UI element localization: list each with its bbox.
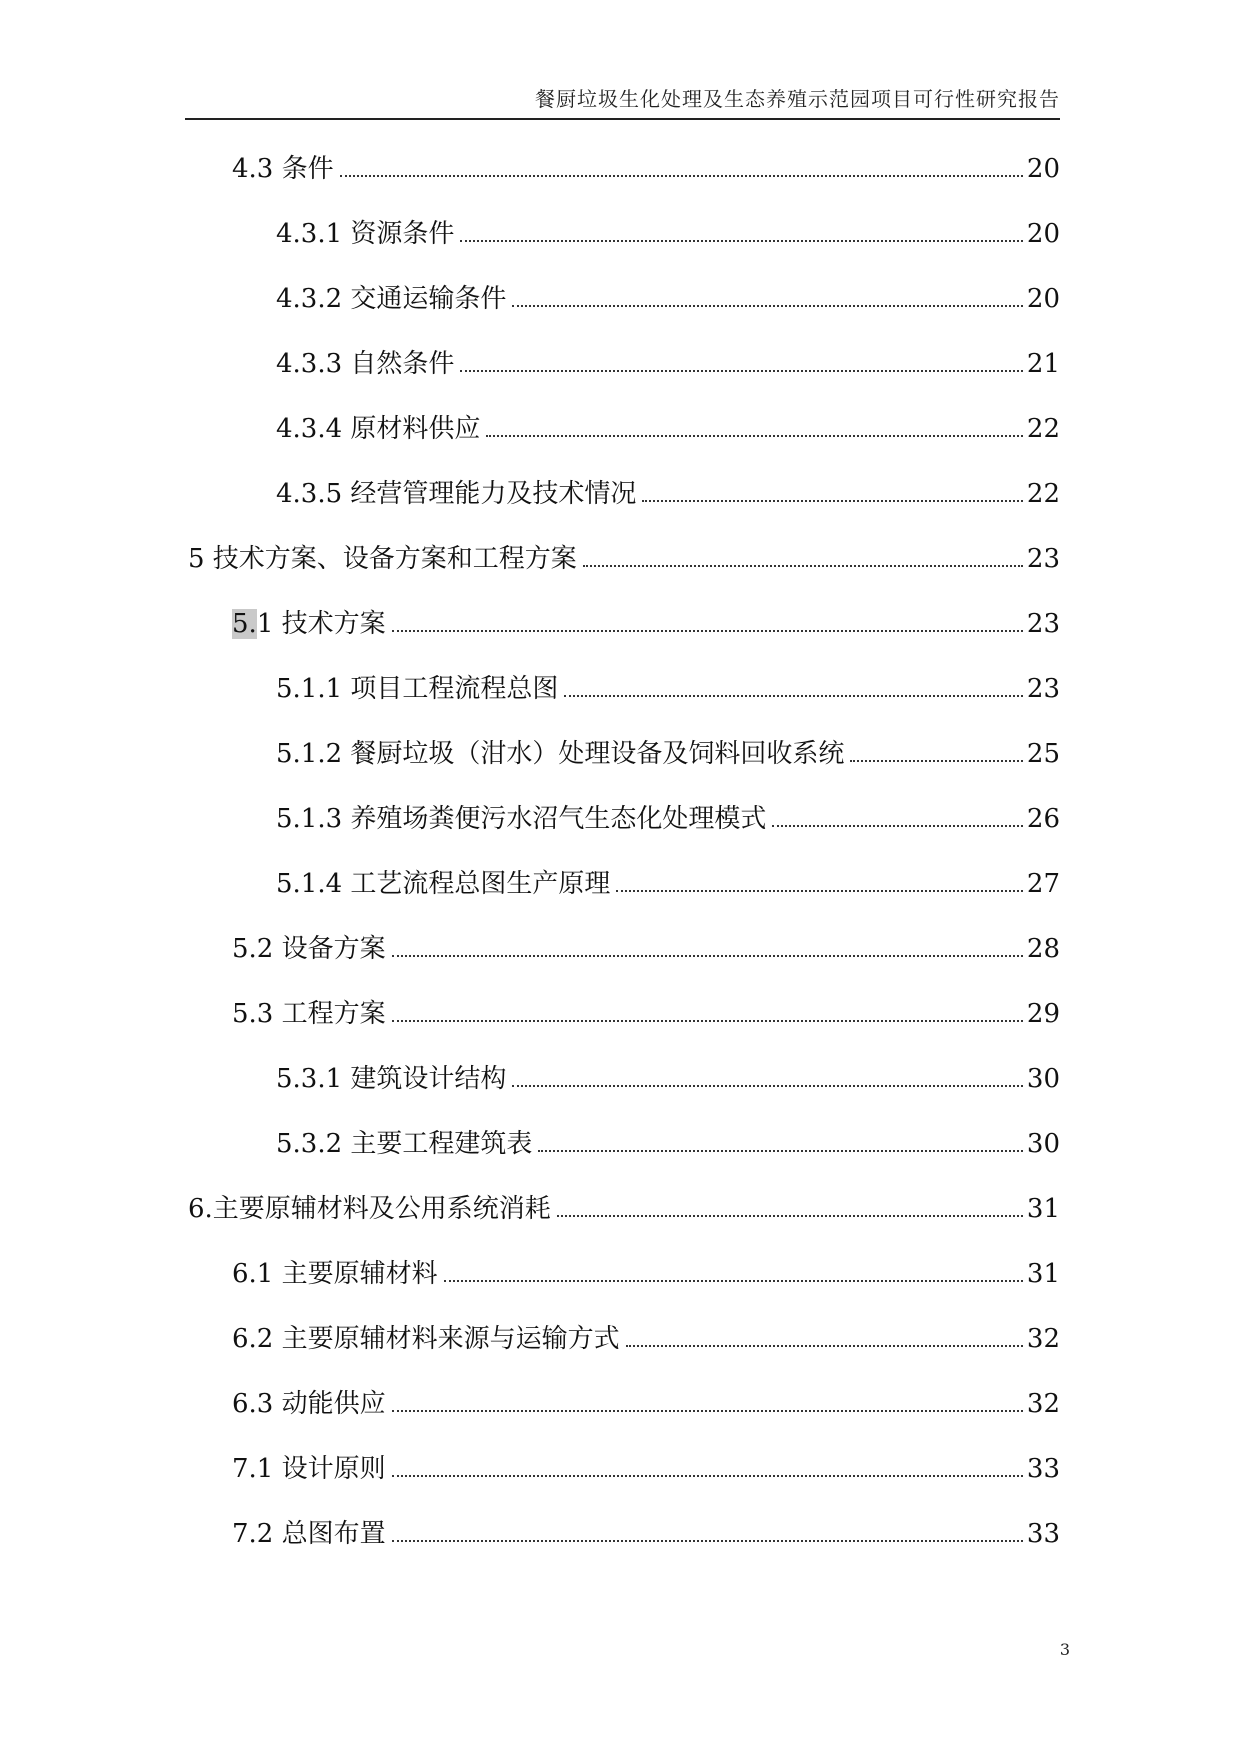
page-number: 3	[1059, 1640, 1070, 1659]
toc-dot-leader	[460, 240, 1022, 242]
toc-entry[interactable]	[232, 1381, 1060, 1421]
toc-entry-label: 5.1.3 养殖场粪便污水沼气生态化处理模式	[276, 804, 767, 834]
toc-dot-leader	[486, 435, 1022, 437]
toc-entry[interactable]	[232, 1511, 1060, 1551]
toc-entry-label-rest: 1 技术方案	[256, 609, 386, 639]
toc-entry-label: 5.3.2 主要工程建筑表	[276, 1129, 533, 1159]
toc-dot-leader	[512, 305, 1022, 307]
toc-entry-label: 5 技术方案、设备方案和工程方案	[188, 544, 577, 574]
text-selection-highlight: 5.	[232, 609, 257, 639]
toc-entry-page: 22	[1026, 479, 1060, 509]
toc-entry-page: 23	[1026, 609, 1060, 639]
toc-entry[interactable]	[276, 1121, 1060, 1161]
toc-entry[interactable]	[276, 731, 1060, 771]
toc-entry-label: 4.3.4 原材料供应	[276, 414, 481, 444]
toc-entry-page: 33	[1026, 1454, 1060, 1484]
toc-entry-page: 23	[1026, 544, 1060, 574]
toc-entry[interactable]	[276, 341, 1060, 381]
toc-entry-page: 32	[1026, 1324, 1060, 1354]
toc-entry-label: 5.1.1 项目工程流程总图	[276, 674, 559, 704]
toc-entry-label: 5.2 设备方案	[232, 934, 386, 964]
toc-dot-leader	[392, 1020, 1023, 1022]
toc-entry-page: 26	[1026, 804, 1060, 834]
toc-entry-label: 6.3 动能供应	[232, 1389, 386, 1419]
toc-dot-leader	[392, 630, 1023, 632]
toc-entry-page: 20	[1026, 284, 1060, 314]
toc-entry-label: 7.2 总图布置	[232, 1519, 386, 1549]
toc-entry-page: 31	[1026, 1259, 1060, 1289]
toc-entry[interactable]	[232, 1446, 1060, 1486]
toc-entry-page: 23	[1026, 674, 1060, 704]
toc-entry[interactable]	[276, 1056, 1060, 1096]
toc-dot-leader	[772, 825, 1022, 827]
toc-entry-page: 32	[1026, 1389, 1060, 1419]
toc-dot-leader	[564, 695, 1022, 697]
toc-dot-leader	[392, 1410, 1023, 1412]
toc-entry-page: 25	[1026, 739, 1060, 769]
toc-dot-leader	[557, 1215, 1023, 1217]
toc-dot-leader	[460, 370, 1022, 372]
toc-entry-page: 27	[1026, 869, 1060, 899]
toc-dot-leader	[392, 1540, 1023, 1542]
toc-entry-label	[232, 607, 392, 641]
toc-dot-leader	[512, 1085, 1022, 1087]
toc-entry[interactable]	[232, 601, 1060, 641]
toc-entry-page: 21	[1026, 349, 1060, 379]
toc-entry-label: 4.3.1 资源条件	[276, 219, 455, 249]
toc-entry-page: 28	[1026, 934, 1060, 964]
toc-entry[interactable]	[276, 471, 1060, 511]
toc-entry-page: 30	[1026, 1064, 1060, 1094]
toc-entry-label: 4.3 条件	[232, 154, 334, 184]
toc-dot-leader	[444, 1280, 1023, 1282]
toc-entry-label: 6.主要原辅材料及公用系统消耗	[188, 1194, 551, 1224]
toc-entry[interactable]	[232, 146, 1060, 186]
toc-entry-label: 6.1 主要原辅材料	[232, 1259, 438, 1289]
toc-entry-label: 7.1 设计原则	[232, 1454, 386, 1484]
toc-dot-leader	[392, 1475, 1023, 1477]
toc-entry-page: 20	[1026, 154, 1060, 184]
toc-entry[interactable]	[232, 1251, 1060, 1291]
toc-entry[interactable]	[232, 1316, 1060, 1356]
toc-entry-label: 4.3.2 交通运输条件	[276, 284, 507, 314]
toc-entry-label: 5.1.2 餐厨垃圾（泔水）处理设备及饲料回收系统	[276, 739, 845, 769]
toc-dot-leader	[392, 955, 1023, 957]
toc-dot-leader	[642, 500, 1022, 502]
toc-entry-page: 33	[1026, 1519, 1060, 1549]
toc-entry[interactable]	[276, 211, 1060, 251]
toc-entry-label: 5.3 工程方案	[232, 999, 386, 1029]
toc-entry[interactable]	[276, 796, 1060, 836]
toc-dot-leader	[340, 175, 1023, 177]
toc-entry-label: 5.3.1 建筑设计结构	[276, 1064, 507, 1094]
toc-dot-leader	[583, 565, 1023, 567]
toc-dot-leader	[850, 760, 1022, 762]
toc-entry-label: 5.1.4 工艺流程总图生产原理	[276, 869, 611, 899]
toc-entry[interactable]	[276, 406, 1060, 446]
toc-entry-page: 30	[1026, 1129, 1060, 1159]
toc-entry[interactable]	[276, 666, 1060, 706]
toc-entry[interactable]	[276, 861, 1060, 901]
toc-entry[interactable]	[188, 536, 1060, 576]
toc-entry[interactable]	[232, 926, 1060, 966]
toc-dot-leader	[616, 890, 1022, 892]
toc-entry-label: 4.3.5 经营管理能力及技术情况	[276, 479, 637, 509]
toc-entry[interactable]	[188, 1186, 1060, 1226]
toc-entry-page: 29	[1026, 999, 1060, 1029]
toc-entry[interactable]	[232, 991, 1060, 1031]
toc-entry-label: 6.2 主要原辅材料来源与运输方式	[232, 1324, 620, 1354]
header-title: 餐厨垃圾生化处理及生态养殖示范园项目可行性研究报告	[535, 87, 1060, 111]
toc-entry-page: 31	[1026, 1194, 1060, 1224]
toc-entry[interactable]	[276, 276, 1060, 316]
toc-dot-leader	[626, 1345, 1023, 1347]
toc-entry-page: 22	[1026, 414, 1060, 444]
toc-entry-page: 20	[1026, 219, 1060, 249]
toc-dot-leader	[538, 1150, 1022, 1152]
toc-entry-label: 4.3.3 自然条件	[276, 349, 455, 379]
